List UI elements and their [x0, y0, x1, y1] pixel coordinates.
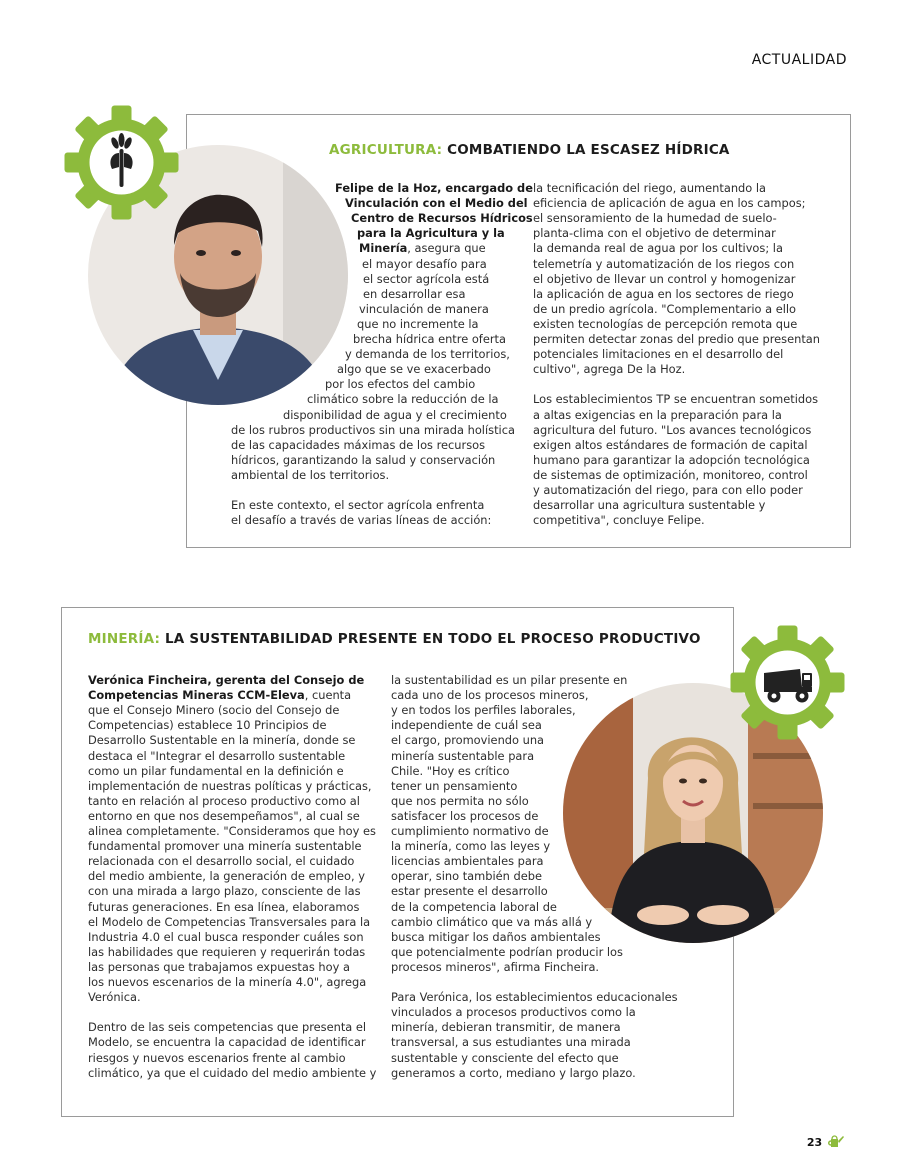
text-line — [391, 990, 678, 1005]
text-line — [345, 347, 510, 362]
body-text: cultivo", agrega De la Hoz. — [533, 362, 686, 377]
body-text: la tecnificación del riego, aumentando la — [533, 181, 767, 195]
text-line — [533, 211, 777, 226]
body-text: minería sustentable para — [391, 748, 535, 763]
text-line — [351, 211, 533, 226]
text-line — [391, 733, 544, 748]
body-text: En este contexto, el sector agrícola enfrenta — [231, 498, 485, 513]
text-line — [391, 945, 623, 960]
text-line — [231, 438, 485, 453]
body-text: Los establecimientos TP se encuentran sometidos — [533, 392, 819, 407]
text-line — [88, 764, 344, 779]
text-line — [88, 839, 362, 854]
body-text: que nos permita no sólo — [391, 793, 529, 808]
text-line — [533, 287, 794, 302]
text-line — [231, 498, 484, 513]
heading-keyword: AGRICULTURA: — [329, 142, 443, 158]
text-line — [391, 915, 592, 930]
bold-lead: Competencias Mineras CCM-Eleva — [88, 688, 305, 703]
text-line — [533, 438, 807, 453]
text-line — [88, 930, 364, 945]
body-text: satisfacer los procesos de — [391, 808, 539, 823]
text-line — [391, 1066, 636, 1081]
body-text: , cuenta — [304, 688, 352, 703]
text-line — [88, 945, 365, 960]
body-text: alinea completamente. "Consideramos que hoy es — [88, 824, 376, 838]
text-line — [88, 1051, 346, 1066]
text-line — [363, 272, 489, 287]
body-text: como un pilar fundamental en la definición e — [88, 763, 344, 778]
text-line — [533, 453, 810, 468]
text-line — [391, 824, 549, 839]
body-text: independiente de cuál sea — [391, 718, 542, 733]
body-text: el mayor desafío para — [362, 256, 487, 271]
text-line — [345, 196, 528, 211]
text-line — [88, 869, 365, 884]
body-text: la minería, como las leyes y — [391, 839, 551, 854]
text-line — [533, 226, 776, 241]
body-text: estar presente el desarrollo — [391, 884, 548, 899]
body-text: futuras generaciones. En esa línea, elaboramos — [88, 899, 360, 914]
mining-truck-icon — [730, 625, 845, 740]
text-line — [391, 884, 548, 899]
page-number-text: 23 — [806, 1136, 823, 1149]
text-line — [88, 733, 355, 748]
text-line — [391, 1035, 631, 1050]
text-line — [533, 257, 794, 272]
text-line — [391, 1005, 636, 1020]
body-text: y en todos los perfiles laborales, — [391, 703, 576, 718]
body-text: tanto en relación al proceso productivo como al — [88, 793, 360, 808]
text-line — [533, 332, 820, 347]
text-line — [533, 317, 797, 332]
text-line — [283, 408, 507, 423]
text-line — [88, 990, 141, 1005]
body-text: el sensoramiento de la humedad de suelo- — [533, 211, 777, 226]
text-line — [533, 513, 705, 528]
body-text: , asegura que — [407, 241, 486, 256]
body-text: cambio climático que va más allá y — [391, 914, 593, 929]
body-text: busca mitigar los daños ambientales — [391, 929, 601, 944]
heading-title: LA SUSTENTABILIDAD PRESENTE EN TODO EL PROCESO PRODUCTIVO — [160, 631, 701, 647]
body-text: la demanda real de agua por los cultivos; la — [533, 241, 783, 256]
body-text: Para Verónica, los establecimientos educacionales — [391, 990, 678, 1005]
text-line — [362, 257, 487, 272]
text-line — [88, 900, 359, 915]
section-label: ACTUALIDAD — [751, 52, 847, 68]
text-line — [391, 960, 599, 975]
text-line — [391, 930, 601, 945]
body-text: generamos a corto, mediano y largo plazo. — [391, 1065, 636, 1080]
body-text: minería, debieran transmitir, de manera — [391, 1020, 621, 1035]
body-text: las personas que trabajamos expuestas hoy a — [88, 959, 350, 974]
text-line — [391, 809, 538, 824]
text-line — [391, 900, 557, 915]
body-text: climático sobre la reducción de la — [307, 392, 499, 407]
text-line — [231, 453, 495, 468]
body-text: de un predio agrícola. "Complementario a ello — [533, 301, 797, 316]
body-text: el cargo, promoviendo una — [391, 733, 545, 748]
article-mining-heading — [88, 631, 701, 647]
body-text: cada uno de los procesos mineros, — [391, 688, 589, 703]
body-text: permiten detectar zonas del predio que presentan — [533, 332, 820, 346]
text-line — [533, 423, 811, 438]
text-line — [533, 241, 783, 256]
body-text: Desarrollo Sustentable en la minería, donde se — [88, 733, 356, 748]
body-text: eficiencia de aplicación de agua en los campos; — [533, 196, 806, 211]
body-text: la sustentabilidad es un pilar presente en — [391, 673, 628, 687]
bold-lead: Verónica Fincheira, gerenta del Consejo de — [88, 673, 365, 687]
text-line — [231, 423, 515, 438]
body-text: relacionada con el desarrollo social, el cuidado — [88, 854, 355, 869]
body-text: Industria 4.0 el cual busca responder cuáles son — [88, 929, 364, 944]
bold-lead: Centro de Recursos Hídricos — [351, 211, 533, 226]
body-text: planta-clima con el objetivo de determinar — [533, 226, 776, 241]
text-line — [391, 1051, 619, 1066]
page-number — [807, 1134, 844, 1149]
body-text: algo que se ve exacerbado — [337, 362, 491, 377]
body-text: desarrollar una agricultura sustentable y — [533, 498, 766, 513]
body-text: fundamental promover una minería sustentable — [88, 839, 362, 854]
body-text: el Modelo de Competencias Transversales para la — [88, 914, 371, 929]
text-line — [335, 181, 533, 196]
text-line — [88, 809, 360, 824]
body-text: por los efectos del cambio — [325, 377, 476, 392]
body-text: competitiva", concluye Felipe. — [533, 513, 705, 528]
text-line — [88, 915, 370, 930]
body-text: del medio ambiente, la generación de empleo, y — [88, 869, 365, 884]
article-agriculture-heading — [329, 142, 730, 158]
text-line — [533, 392, 818, 407]
body-text: potenciales limitaciones en el desarrollo del — [533, 347, 784, 362]
body-text: que el Consejo Minero (socio del Consejo de — [88, 703, 340, 718]
text-line — [88, 884, 361, 899]
text-line — [88, 718, 326, 733]
body-text: Chile. "Hoy es crítico — [391, 763, 510, 778]
text-line — [88, 673, 364, 688]
text-line — [533, 362, 685, 377]
body-text: el objetivo de llevar un control y homogenizar — [533, 271, 796, 286]
body-text: Competencias) establece 10 Principios de — [88, 718, 327, 733]
watering-can-icon — [828, 1134, 844, 1148]
body-text: sustentable y consciente del efecto que — [391, 1050, 619, 1065]
text-line — [357, 317, 479, 332]
text-line — [337, 362, 491, 377]
body-text: vinculados a procesos productivos como la — [391, 1005, 636, 1020]
text-line — [325, 377, 475, 392]
body-text: exigen altos estándares de formación de capital — [533, 437, 808, 452]
body-text: implementación de nuestras políticas y prácticas, — [88, 778, 372, 793]
text-line — [88, 854, 354, 869]
body-text: climático, ya que el cuidado del medio ambiente y — [88, 1065, 377, 1080]
text-line — [533, 272, 795, 287]
body-text: y demanda de los territorios, — [345, 347, 510, 362]
body-text: en desarrollar esa — [363, 286, 466, 301]
body-text: los nuevos escenarios de la minería 4.0", agrega — [88, 975, 367, 989]
body-text: de la competencia laboral de — [391, 899, 557, 914]
body-text: procesos mineros", afirma Fincheira. — [391, 959, 600, 974]
text-line — [88, 794, 360, 809]
body-text: humano para garantizar la adopción tecnológica — [533, 452, 810, 467]
text-line — [533, 498, 765, 513]
text-line — [391, 794, 529, 809]
text-line — [363, 287, 465, 302]
bold-lead: Minería — [359, 241, 408, 256]
body-text: el sector agrícola está — [363, 271, 490, 286]
body-text: tener un pensamiento — [391, 778, 518, 793]
bold-lead: Felipe de la Hoz, encargado de — [335, 181, 533, 195]
plant-sprout-icon — [64, 105, 179, 220]
body-text: a altas exigencias en la preparación para la — [533, 407, 782, 422]
body-text: de las capacidades máximas de los recursos — [231, 437, 486, 452]
body-text: que no incremente la — [357, 316, 479, 331]
text-line — [391, 764, 509, 779]
text-line — [357, 226, 505, 241]
body-text: las habilidades que requieren y requerirán todas — [88, 944, 366, 959]
text-line — [231, 468, 389, 483]
text-line — [533, 181, 766, 196]
text-line — [307, 392, 499, 407]
body-text: operar, sino también debe — [391, 869, 542, 884]
body-text: licencias ambientales para — [391, 854, 544, 869]
body-text: telemetría y automatización de los riegos con — [533, 256, 795, 271]
text-line — [391, 749, 534, 764]
body-text: de los rubros productivos sin una mirada holística — [231, 422, 515, 437]
text-line — [88, 688, 351, 703]
text-line — [88, 824, 376, 839]
body-text: disponibilidad de agua y el crecimiento — [283, 407, 507, 422]
body-text: ambiental de los territorios. — [231, 467, 390, 482]
body-text: Dentro de las seis competencias que presenta el — [88, 1020, 367, 1035]
body-text: transversal, a sus estudiantes una mirada — [391, 1035, 631, 1050]
heading-title: COMBATIENDO LA ESCASEZ HÍDRICA — [442, 142, 730, 158]
body-text: de sistemas de optimización, monitoreo, control — [533, 467, 808, 482]
text-line — [533, 408, 782, 423]
body-text: la aplicación de agua en los sectores de riego — [533, 286, 794, 301]
heading-keyword: MINERÍA: — [88, 631, 161, 647]
text-line — [231, 513, 491, 528]
body-text: y automatización del riego, para con ello poder — [533, 483, 803, 497]
text-line — [359, 241, 486, 256]
text-line — [391, 688, 588, 703]
text-line — [88, 1066, 376, 1081]
text-line — [533, 347, 783, 362]
bold-lead: para la Agricultura y la — [357, 226, 505, 241]
body-text: entorno en que nos desempeñamos", al cual se — [88, 808, 360, 823]
text-line — [88, 975, 366, 990]
body-text: que potencialmente podrían producir los — [391, 944, 623, 959]
text-line — [88, 960, 350, 975]
text-line — [88, 779, 372, 794]
text-line — [391, 839, 550, 854]
text-line — [533, 468, 808, 483]
body-text: existen tecnologías de percepción remota que — [533, 316, 798, 331]
body-text: Verónica. — [88, 990, 141, 1005]
text-line — [359, 302, 489, 317]
text-line — [391, 703, 576, 718]
body-text: hídricos, garantizando la salud y conservación — [231, 452, 496, 467]
text-line — [533, 483, 803, 498]
body-text: cumplimiento normativo de — [391, 824, 549, 838]
body-text: el desafío a través de varias líneas de acción: — [231, 513, 492, 528]
body-text: destaca el "Integrar el desarrollo sustentable — [88, 748, 346, 763]
text-line — [88, 703, 339, 718]
text-line — [391, 673, 627, 688]
body-text: riesgos y nuevos escenarios frente al cambio — [88, 1050, 346, 1065]
text-line — [353, 332, 506, 347]
body-text: agricultura del futuro. "Los avances tecnológicos — [533, 422, 812, 437]
body-text: brecha hídrica entre oferta — [353, 332, 506, 346]
text-line — [391, 854, 544, 869]
body-text: Modelo, se encuentra la capacidad de identificar — [88, 1035, 366, 1050]
bold-lead: Vinculación con el Medio del — [345, 196, 528, 211]
text-line — [88, 1035, 366, 1050]
text-line — [533, 196, 805, 211]
text-line — [88, 1020, 366, 1035]
text-line — [88, 749, 345, 764]
text-line — [391, 718, 542, 733]
body-text: vinculación de manera — [359, 301, 489, 316]
text-line — [391, 1020, 621, 1035]
text-line — [533, 302, 796, 317]
text-line — [391, 869, 542, 884]
body-text: con una mirada a largo plazo, consciente de las — [88, 884, 361, 899]
text-line — [391, 779, 517, 794]
